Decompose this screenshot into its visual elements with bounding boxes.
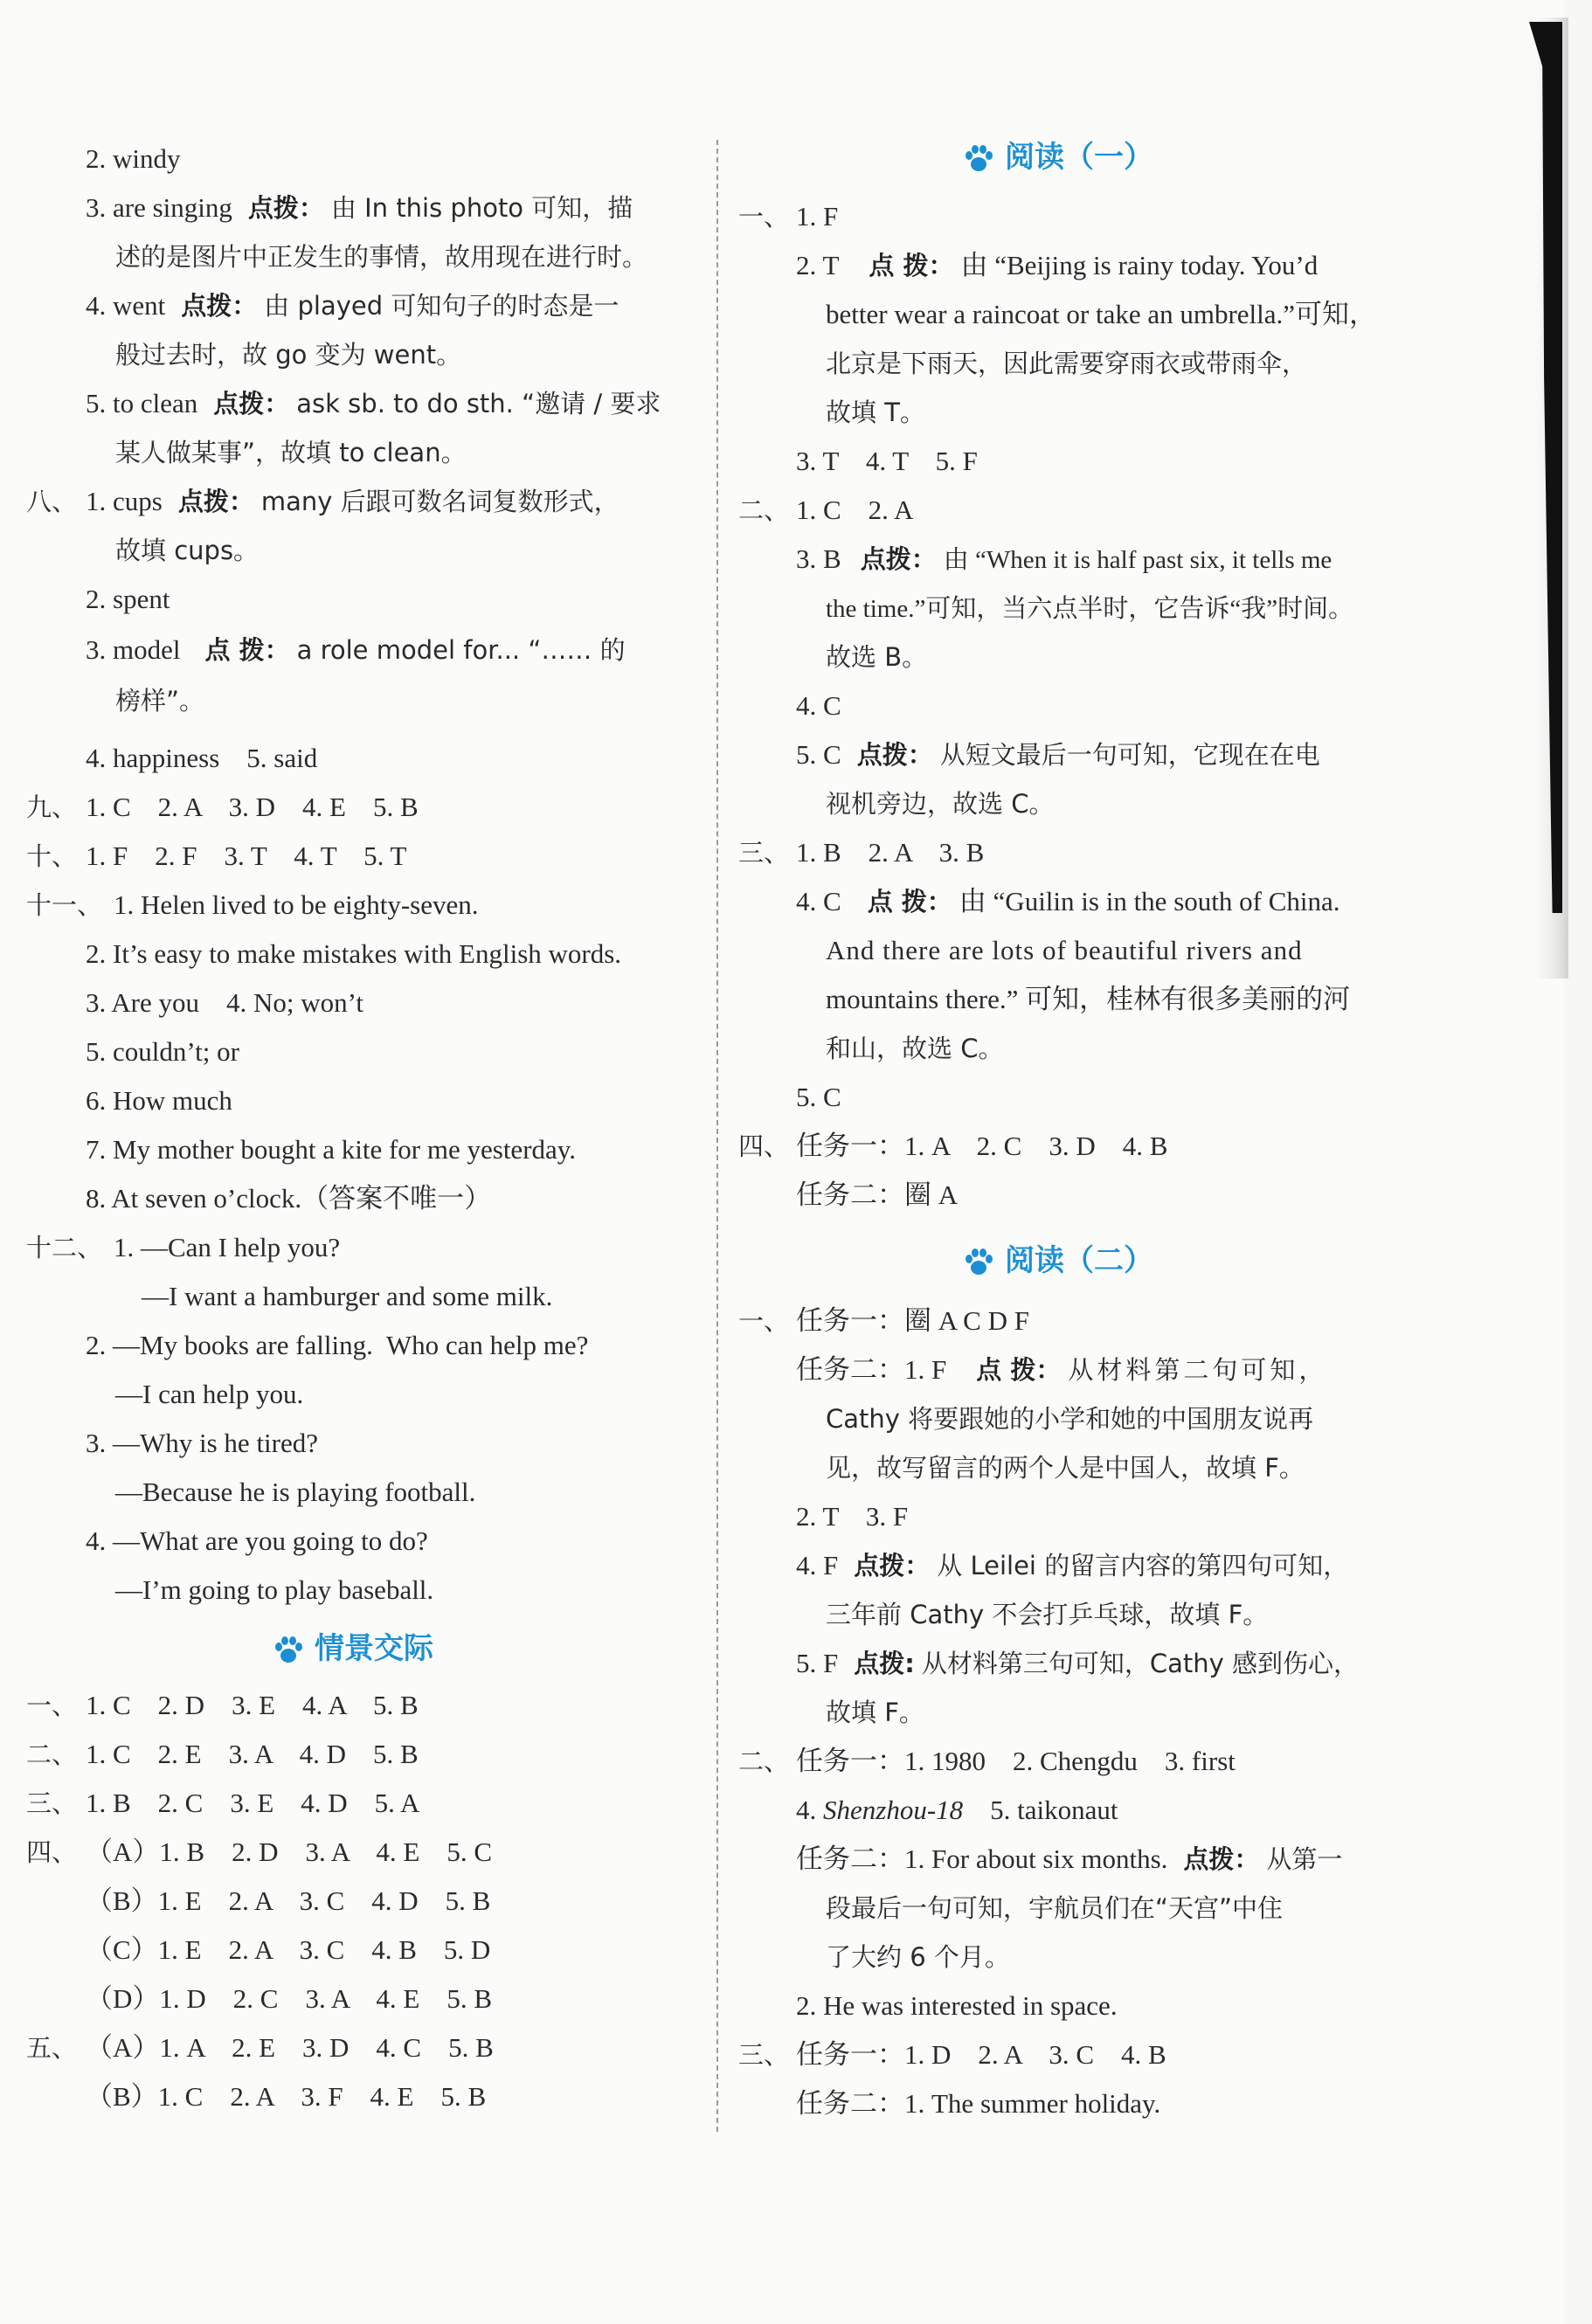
answer-line: 故填 cups。	[115, 536, 260, 565]
answer-line: （B）1. E 2. A 3. C 4. D 5. B	[86, 1885, 491, 1916]
section-heading: 阅读（二）	[961, 1239, 1153, 1283]
answer-line: 4. Shenzhou-18 5. taikonaut	[796, 1795, 1118, 1825]
answer-line: 段最后一句可知，宇航员们在“天宫”中住	[826, 1893, 1284, 1923]
answer-line: 2. spent	[86, 584, 170, 614]
answer-line: 榜样”。	[115, 686, 205, 716]
answer-line: 7. My mother bought a kite for me yesterday.	[86, 1134, 577, 1165]
answer-line: 三、 1. B 2. C 3. E 4. D 5. A	[26, 1788, 420, 1818]
paw-icon	[961, 1247, 996, 1278]
answer-line: 5. C 点拨： 从短文最后一句可知，它现在在电	[796, 739, 1320, 770]
answer-line: 五、 （A）1. A 2. E 3. D 4. C 5. B	[26, 2032, 494, 2063]
paw-icon	[961, 143, 996, 175]
answer-line: 任务二：圈 A	[796, 1179, 959, 1210]
answer-line: 三、 1. B 2. A 3. B	[738, 837, 985, 868]
answer-line: 十二、 1. —Can I help you?	[26, 1232, 341, 1262]
answer-line: 2. T 点 拨： 由 “Beijing is rainy today. You’d	[796, 250, 1319, 280]
answer-line: Cathy 将要跟她的小学和她的中国朋友说再	[826, 1404, 1314, 1434]
answer-line: 4. C	[796, 690, 841, 721]
answer-line: 6. How much	[86, 1085, 232, 1116]
answer-line: 述的是图片中正发生的事情，故用现在进行时。	[115, 242, 648, 272]
answer-line: 5. F 点拨: 从材料第三句可知，Cathy 感到伤心，	[796, 1648, 1360, 1678]
answer-line: 北京是下雨天，因此需要穿雨衣或带雨伞，	[826, 349, 1308, 378]
answer-line: 二、 1. C 2. E 3. A 4. D 5. B	[26, 1739, 419, 1769]
answer-line: 二、 1. C 2. A	[738, 495, 914, 525]
answer-line: 2. He was interested in space.	[796, 1990, 1118, 2021]
answer-line: 8. At seven o’clock.（答案不唯一）	[86, 1183, 492, 1214]
answer-line: 2. It’s easy to make mistakes with English words.	[86, 938, 622, 969]
answer-line: 四、 任务一：1. A 2. C 3. D 4. B	[738, 1131, 1168, 1161]
answer-line: 任务二：1. For about six months. 点拨： 从第一	[796, 1843, 1343, 1874]
answer-line: 3. —Why is he tired?	[86, 1428, 319, 1458]
answer-line: （D）1. D 2. C 3. A 4. E 5. B	[86, 1983, 493, 2014]
column-divider	[716, 140, 718, 2132]
answer-line: 4. F 点拨： 从 Leilei 的留言内容的第四句可知，	[796, 1550, 1349, 1580]
answer-line: —I want a hamburger and some milk.	[142, 1281, 553, 1311]
answer-line: mountains there.” 可知，桂林有很多美丽的河	[826, 984, 1351, 1014]
answer-line: 二、 任务一：1. 1980 2. Chengdu 3. first	[738, 1746, 1236, 1776]
answer-line: 3. B 点拨： 由 “When it is half past six, it tells me	[796, 543, 1332, 574]
answer-line: 四、 （A）1. B 2. D 3. A 4. E 5. C	[26, 1836, 493, 1867]
answer-line: —I’m going to play baseball.	[115, 1574, 434, 1605]
answer-line: 故填 T。	[826, 398, 925, 427]
section-heading: 情景交际	[271, 1627, 433, 1670]
answer-line: 了大约 6 个月。	[826, 1942, 1010, 1972]
section-heading: 阅读（一）	[961, 135, 1153, 179]
answer-line: 九、 1. C 2. A 3. D 4. E 5. B	[26, 792, 419, 822]
paw-icon	[271, 1635, 306, 1666]
answer-line: 2. windy	[86, 143, 181, 174]
answer-line: 5. C	[796, 1082, 841, 1112]
answer-line: 3. T 4. T 5. F	[796, 446, 978, 476]
answer-line: （C）1. E 2. A 3. C 4. B 5. D	[86, 1934, 491, 1965]
answer-line: 视机旁边，故选 C。	[826, 789, 1055, 819]
answer-line: 任务二：1. F 点 拨： 从材料第二句可知，	[796, 1354, 1328, 1385]
answer-line: 3. are singing 点拨： 由 In this photo 可知，描	[86, 192, 633, 223]
answer-line: 故填 F。	[826, 1698, 924, 1727]
answer-line: 般过去时，故 go 变为 went。	[115, 340, 462, 370]
answer-line: 一、 1. F	[738, 201, 839, 232]
answer-line: 4. —What are you going to do?	[86, 1525, 428, 1556]
answer-line: 三、 任务一：1. D 2. A 3. C 4. B	[738, 2039, 1166, 2070]
answer-line: 见，故写留言的两个人是中国人，故填 F。	[826, 1453, 1305, 1483]
answer-line: 某人做某事”，故填 to clean。	[115, 438, 467, 467]
answer-line: 4. C 点 拨： 由 “Guilin is in the south of China.	[796, 886, 1340, 916]
answer-line: 三年前 Cathy 不会打乒乓球，故填 F。	[826, 1600, 1269, 1629]
answer-line: 一、 1. C 2. D 3. E 4. A 5. B	[26, 1690, 419, 1720]
answer-line: 十、 1. F 2. F 3. T 4. T 5. T	[26, 840, 407, 871]
answer-line: 和山，故选 C。	[826, 1034, 1004, 1063]
answer-line: 2. —My books are falling. Who can help me?	[86, 1330, 589, 1360]
answer-line: 一、 任务一：圈 A C D F	[738, 1305, 1029, 1336]
answer-line: 十一、 1. Helen lived to be eighty-seven.	[26, 889, 479, 920]
answer-line: 2. T 3. F	[796, 1501, 909, 1532]
answer-line: 3. model 点 拨： a role model for... “…… 的	[86, 634, 626, 665]
answer-line: —I can help you.	[115, 1379, 304, 1409]
answer-line: 4. happiness 5. said	[86, 743, 318, 773]
answer-line: better wear a raincoat or take an umbrella.”可知，	[826, 299, 1377, 329]
answer-line: And there are lots of beautiful rivers and	[826, 935, 1303, 965]
answer-line: 4. went 点拨： 由 played 可知句子的时态是一	[86, 290, 619, 321]
answer-line: 八、 1. cups 点拨： many 后跟可数名词复数形式，	[26, 486, 619, 516]
answer-line: —Because he is playing football.	[115, 1477, 476, 1507]
answer-line: the time.”可知，当六点半时，它告诉“我”时间。	[826, 595, 1354, 623]
answer-line: 故选 B。	[826, 642, 928, 672]
answer-line: 3. Are you 4. No; won’t	[86, 987, 364, 1018]
answer-line: 任务二：1. The summer holiday.	[796, 2088, 1161, 2119]
answer-line: 5. to clean 点拨： ask sb. to do sth. “邀请 / 要求	[86, 388, 661, 418]
answer-line: （B）1. C 2. A 3. F 4. E 5. B	[86, 2081, 487, 2112]
answer-line: 5. couldn’t; or	[86, 1036, 239, 1067]
